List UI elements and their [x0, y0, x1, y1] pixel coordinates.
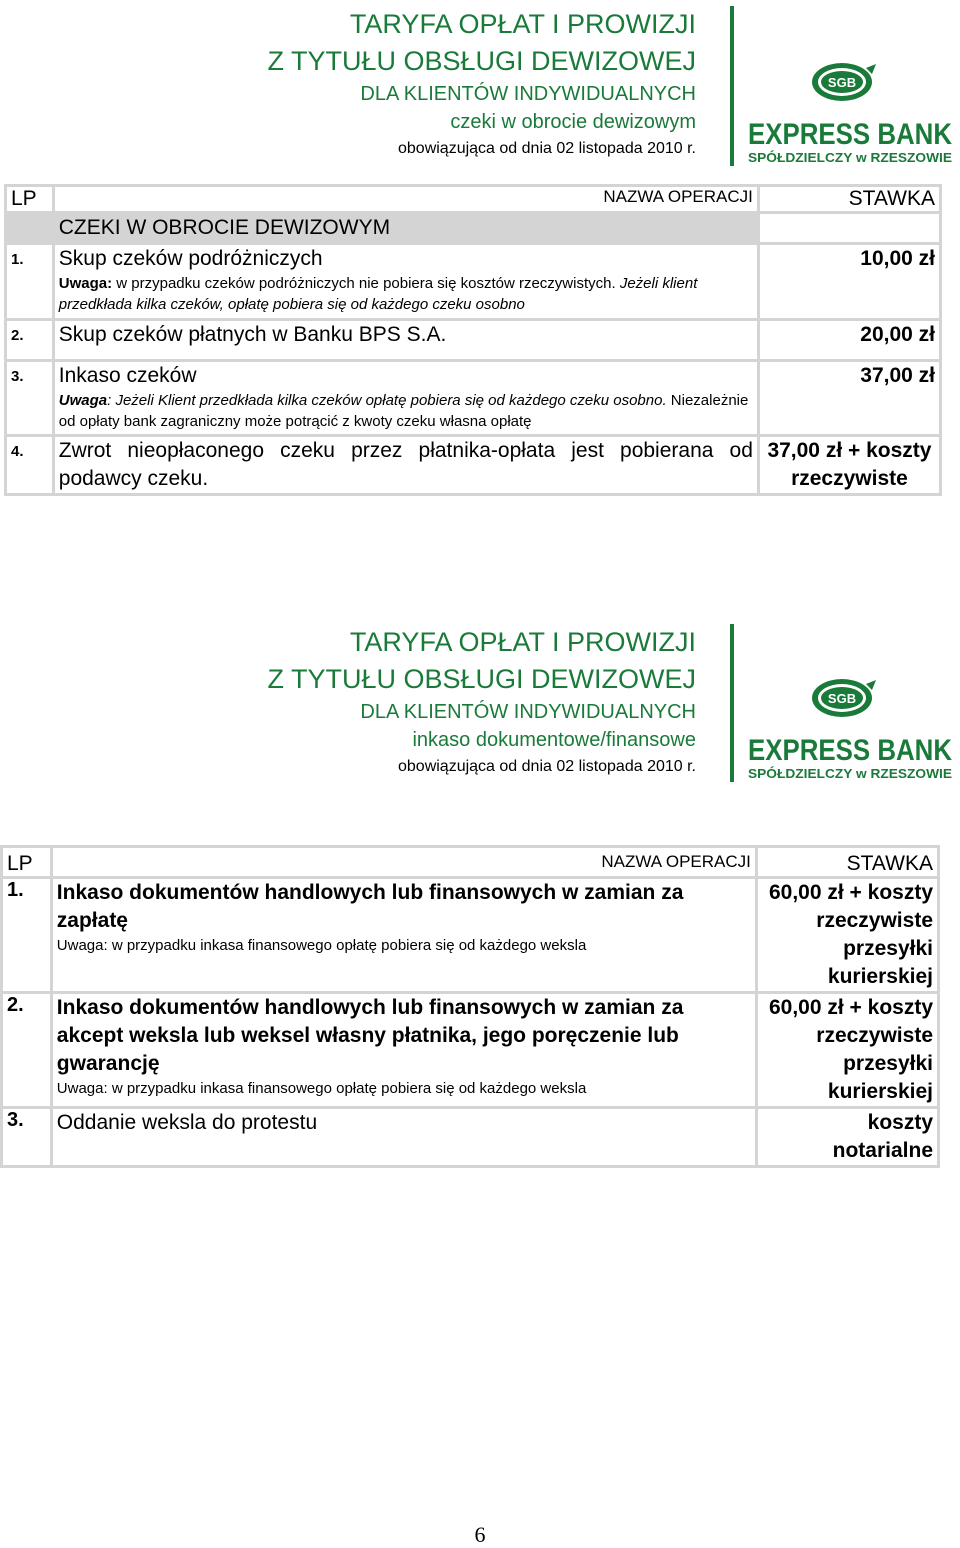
- row-rate: koszty notarialne: [758, 1109, 937, 1165]
- col-header-rate: STAWKA: [760, 187, 939, 211]
- logo-name: EXPRESS BANK: [748, 118, 953, 151]
- table-row: [7, 437, 939, 493]
- row-rate: 60,00 zł + koszty rzeczywiste przesyłki kurierskiej: [758, 879, 937, 991]
- page-header-2: [0, 624, 960, 794]
- row-operation: [53, 879, 755, 991]
- logo-subtitle: SPÓŁDZIELCZY w RZESZOWIE: [748, 150, 953, 164]
- header-date: obowiązująca od dnia 02 listopada 2010 r.: [398, 140, 696, 157]
- row-lp: 3.: [3, 1109, 50, 1165]
- row-rate: 10,00 zł: [760, 245, 939, 318]
- col-header-lp: LP: [7, 187, 52, 211]
- row-title: Skup czeków płatnych w Banku BPS S.A.: [58, 323, 447, 346]
- bank-logo: [748, 58, 956, 164]
- header-subtitle: inkaso dokumentowe/finansowe: [412, 729, 696, 751]
- row-rate: 37,00 zł: [760, 362, 939, 434]
- tariff-table-collection: [0, 845, 940, 1168]
- section-title: CZEKI W OBROCIE DEWIZOWYM: [55, 214, 757, 242]
- row-lp: 1.: [7, 245, 52, 318]
- row-operation: [55, 321, 757, 359]
- page-number: 6: [474, 1522, 486, 1547]
- row-operation: [53, 994, 755, 1106]
- row-rate: 37,00 zł + koszty rzeczywiste: [760, 437, 939, 493]
- col-header-rate: STAWKA: [758, 848, 937, 876]
- header-title-line1: TARYFA OPŁAT I PROWIZJI: [349, 627, 696, 657]
- row-lp: 2.: [3, 994, 50, 1106]
- row-note: Uwaga: w przypadku czeków podróżniczych nie pobiera się kosztów rzeczywistych. Jeżeli klient przedkłada kilka czeków, opłatę pobiera się od każdego czeku osobno: [58, 275, 698, 313]
- table-header-row: [7, 187, 939, 211]
- row-title: Inkaso czeków: [58, 364, 197, 387]
- header-title-block: [267, 6, 696, 162]
- row-lp: 1.: [3, 879, 50, 991]
- col-header-lp: LP: [3, 848, 50, 876]
- row-note: Uwaga: w przypadku inkasa finansowego opłatę pobiera się od każdego weksla: [56, 1080, 587, 1097]
- row-note: Uwaga: Jeżeli Klient przedkłada kilka czeków opłatę pobiera się od każdego czeku osobno. Niezależnie od opłaty bank zagraniczny może potrącić z kwoty czeku własna opłatę: [58, 392, 749, 430]
- row-title: Zwrot nieopłaconego czeku przez płatnika-opłata jest pobierana od podawcy czeku.: [58, 439, 753, 490]
- section-row: [7, 214, 939, 242]
- bank-logo: [748, 674, 956, 780]
- logo-subtitle: SPÓŁDZIELCZY w RZESZOWIE: [748, 766, 953, 780]
- header-date: obowiązująca od dnia 02 listopada 2010 r.: [398, 758, 696, 775]
- col-header-name: NAZWA OPERACJI: [53, 848, 755, 876]
- table-row: [7, 362, 939, 434]
- header-divider: [730, 624, 734, 782]
- header-title-line3: DLA KLIENTÓW INDYWIDUALNYCH: [360, 701, 696, 723]
- header-title-line2: Z TYTUŁU OBSŁUGI DEWIZOWEJ: [267, 664, 696, 694]
- table-row: [7, 245, 939, 318]
- row-lp: 4.: [7, 437, 52, 493]
- header-title-line1: TARYFA OPŁAT I PROWIZJI: [349, 9, 696, 39]
- header-title-line3: DLA KLIENTÓW INDYWIDUALNYCH: [360, 83, 696, 105]
- table-row: [3, 994, 937, 1106]
- sgb-logo-icon: [748, 674, 956, 780]
- row-operation: [55, 245, 757, 318]
- row-note: Uwaga: w przypadku inkasa finansowego opłatę pobiera się od każdego weksla: [56, 937, 587, 954]
- row-operation: [55, 437, 757, 493]
- table-row: [3, 1109, 937, 1165]
- row-operation: [53, 1109, 755, 1165]
- table-header-row: [3, 848, 937, 876]
- row-rate: 60,00 zł + koszty rzeczywiste przesyłki kurierskiej: [758, 994, 937, 1106]
- header-title-line2: Z TYTUŁU OBSŁUGI DEWIZOWEJ: [267, 46, 696, 76]
- row-title: Inkaso dokumentów handlowych lub finansowych w zamian za akcept weksla lub weksel własny płatnika, jego poręczenie lub gwarancję: [56, 996, 684, 1075]
- logo-badge-text: SGB: [827, 75, 857, 90]
- row-lp: 3.: [7, 362, 52, 434]
- row-title: Inkaso dokumentów handlowych lub finansowych w zamian za zapłatę: [56, 881, 684, 932]
- row-rate: 20,00 zł: [760, 321, 939, 359]
- col-header-name: NAZWA OPERACJI: [55, 187, 757, 211]
- header-title-block: [267, 624, 696, 780]
- row-operation: [55, 362, 757, 434]
- logo-name: EXPRESS BANK: [748, 734, 953, 767]
- sgb-logo-icon: [748, 58, 956, 164]
- header-divider: [730, 6, 734, 166]
- row-lp: 2.: [7, 321, 52, 359]
- tariff-table-cheques: [4, 184, 942, 496]
- row-title: Oddanie weksla do protestu: [56, 1111, 318, 1134]
- table-row: [3, 879, 937, 991]
- page-header-1: [0, 6, 960, 176]
- row-title: Skup czeków podróżniczych: [58, 247, 323, 270]
- header-subtitle: czeki w obrocie dewizowym: [450, 111, 696, 133]
- table-row: [7, 321, 939, 359]
- logo-badge-text: SGB: [827, 691, 857, 706]
